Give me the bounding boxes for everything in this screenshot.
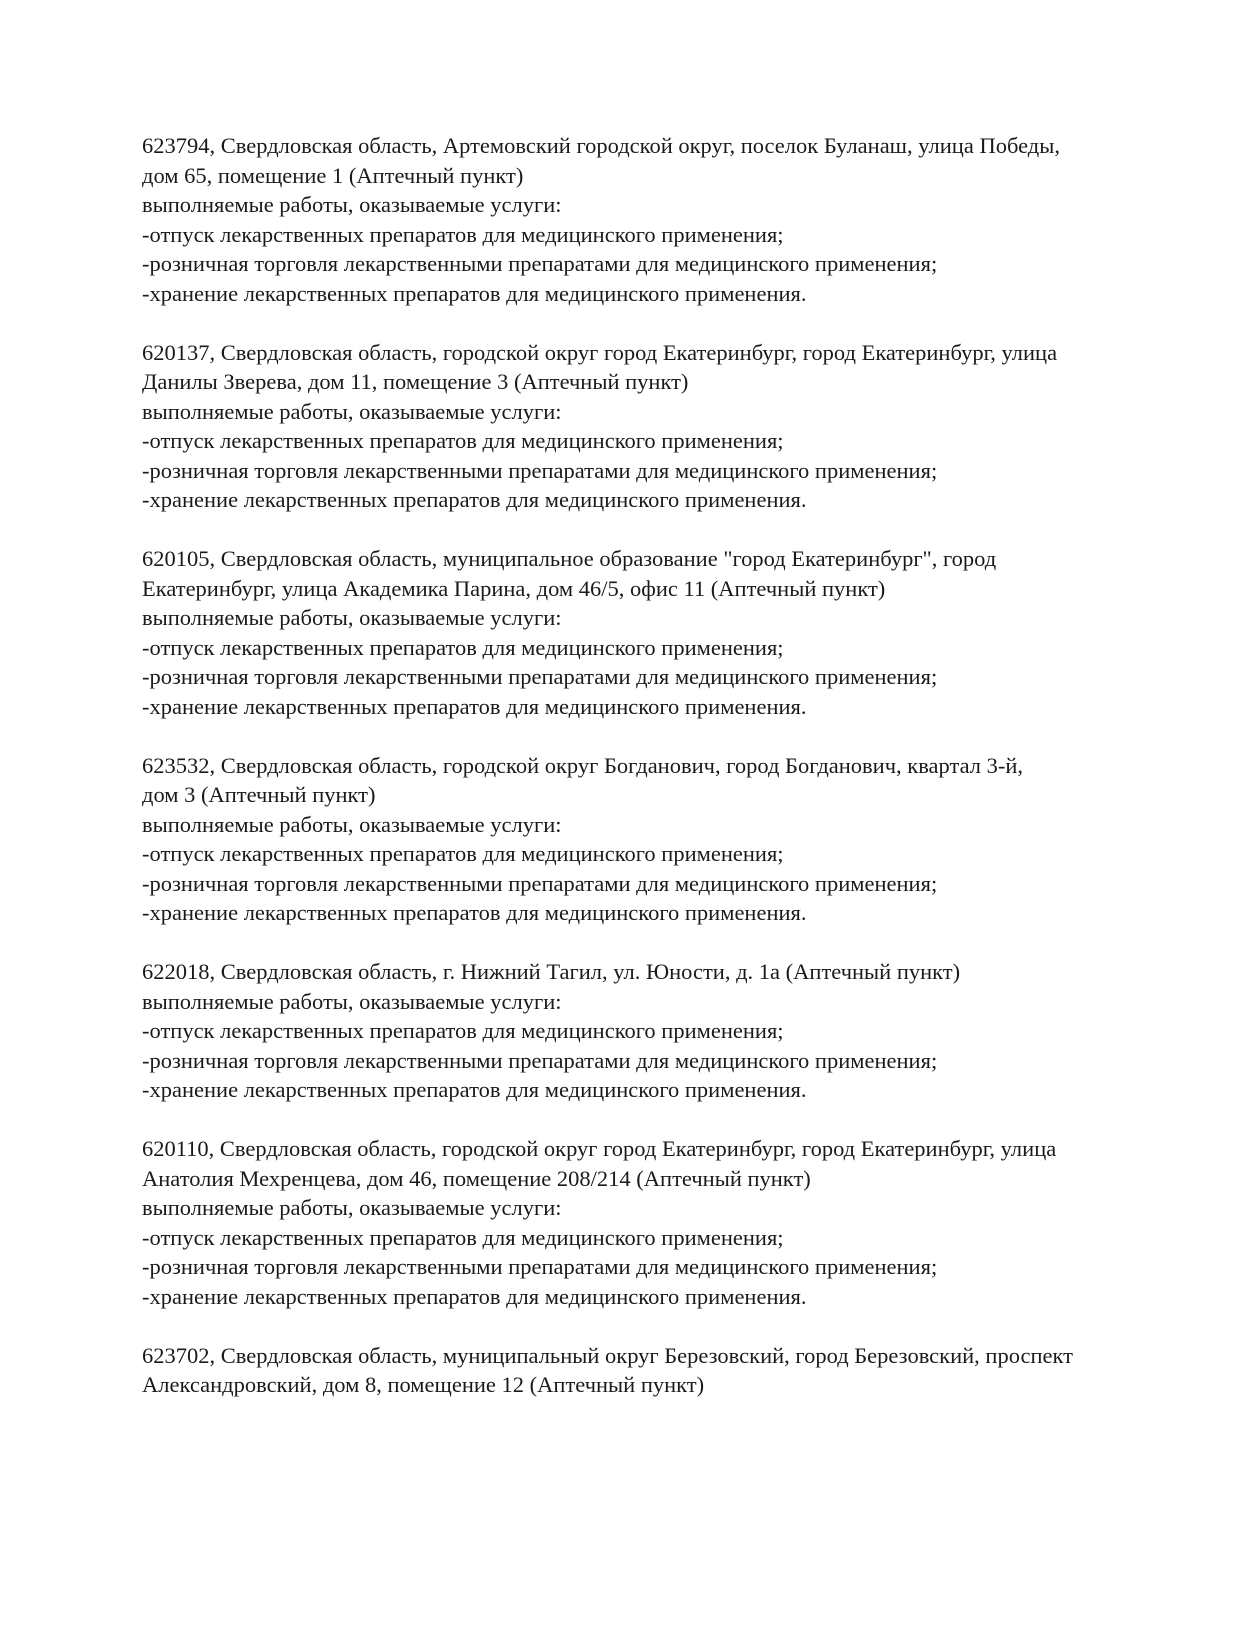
entry-service-item: -хранение лекарственных препаратов для медицинского применения. bbox=[142, 1077, 807, 1102]
entry-services-heading: выполняемые работы, оказываемые услуги: bbox=[142, 1195, 562, 1220]
entry-services-heading: выполняемые работы, оказываемые услуги: bbox=[142, 192, 562, 217]
entry-service-item: -хранение лекарственных препаратов для медицинского применения. bbox=[142, 280, 807, 306]
entry-address-line: 622018, Свердловская область, г. Нижний Тагил, ул. Юности, д. 1а (Аптечный пункт) bbox=[142, 959, 961, 984]
entry-service-item: -розничная торговля лекарственными препаратами для медицинского применения; bbox=[142, 664, 938, 689]
address-entry bbox=[142, 957, 1162, 1105]
entry-service-item: -хранение лекарственных препаратов для медицинского применения. bbox=[142, 487, 807, 512]
entry-address-line: 623532, Свердловская область, городской округ Богданович, город Богданович, квартал 3-й, bbox=[142, 752, 1024, 778]
entry-address-line: Александровский, дом 8, помещение 12 (Аптечный пункт) bbox=[142, 1372, 705, 1397]
entry-service-item: -розничная торговля лекарственными препаратами для медицинского применения; bbox=[142, 457, 938, 483]
entry-service-item: -отпуск лекарственных препаратов для медицинского применения; bbox=[142, 1018, 784, 1043]
entry-service-item: -розничная торговля лекарственными препаратами для медицинского применения; bbox=[142, 1254, 938, 1279]
entry-services-heading: выполняемые работы, оказываемые услуги: bbox=[142, 398, 562, 424]
entry-services-heading: выполняемые работы, оказываемые услуги: bbox=[142, 605, 562, 630]
address-entry bbox=[142, 131, 1162, 308]
address-entry bbox=[142, 751, 1162, 928]
entry-service-item: -хранение лекарственных препаратов для медицинского применения. bbox=[142, 693, 807, 719]
entry-service-item: -розничная торговля лекарственными препаратами для медицинского применения; bbox=[142, 1047, 938, 1073]
entry-services-heading: выполняемые работы, оказываемые услуги: bbox=[142, 988, 562, 1014]
address-entry bbox=[142, 1341, 1162, 1400]
entry-address-line: Данилы Зверева, дом 11, помещение 3 (Аптечный пункт) bbox=[142, 369, 689, 394]
entry-service-item: -отпуск лекарственных препаратов для медицинского применения; bbox=[142, 428, 784, 453]
entry-service-item: -хранение лекарственных препаратов для медицинского применения. bbox=[142, 900, 807, 925]
entry-address-line: 620105, Свердловская область, муниципальное образование "город Екатеринбург", город bbox=[142, 546, 997, 571]
entry-services-heading: выполняемые работы, оказываемые услуги: bbox=[142, 811, 562, 837]
entry-address-line: 620137, Свердловская область, городской округ город Екатеринбург, город Екатеринбург, улица bbox=[142, 339, 1058, 365]
entry-service-item: -отпуск лекарственных препаратов для медицинского применения; bbox=[142, 221, 784, 247]
address-entry bbox=[142, 1134, 1162, 1311]
address-entry bbox=[142, 544, 1162, 721]
entry-address-line: дом 3 (Аптечный пункт) bbox=[142, 782, 376, 807]
entry-address-line: 623702, Свердловская область, муниципальный округ Березовский, город Березовский, проспект bbox=[142, 1342, 1074, 1368]
entry-service-item: -хранение лекарственных препаратов для медицинского применения. bbox=[142, 1283, 807, 1309]
entry-address-line: 623794, Свердловская область, Артемовский городской округ, поселок Буланаш, улица Победы, bbox=[142, 133, 1060, 158]
entry-address-line: 620110, Свердловская область, городской округ город Екатеринбург, город Екатеринбург, улица bbox=[142, 1136, 1057, 1161]
entry-address-line: Екатеринбург, улица Академика Парина, дом 46/5, офис 11 (Аптечный пункт) bbox=[142, 575, 886, 601]
entry-address-line: дом 65, помещение 1 (Аптечный пункт) bbox=[142, 162, 524, 188]
entry-service-item: -отпуск лекарственных препаратов для медицинского применения; bbox=[142, 634, 784, 660]
entry-address-line: Анатолия Мехренцева, дом 46, помещение 208/214 (Аптечный пункт) bbox=[142, 1165, 811, 1191]
entry-service-item: -отпуск лекарственных препаратов для медицинского применения; bbox=[142, 841, 784, 866]
entry-service-item: -отпуск лекарственных препаратов для медицинского применения; bbox=[142, 1224, 784, 1250]
document-body bbox=[142, 131, 1162, 1429]
entry-service-item: -розничная торговля лекарственными препаратами для медицинского применения; bbox=[142, 870, 938, 896]
entry-service-item: -розничная торговля лекарственными препаратами для медицинского применения; bbox=[142, 251, 938, 276]
address-entry bbox=[142, 338, 1162, 515]
